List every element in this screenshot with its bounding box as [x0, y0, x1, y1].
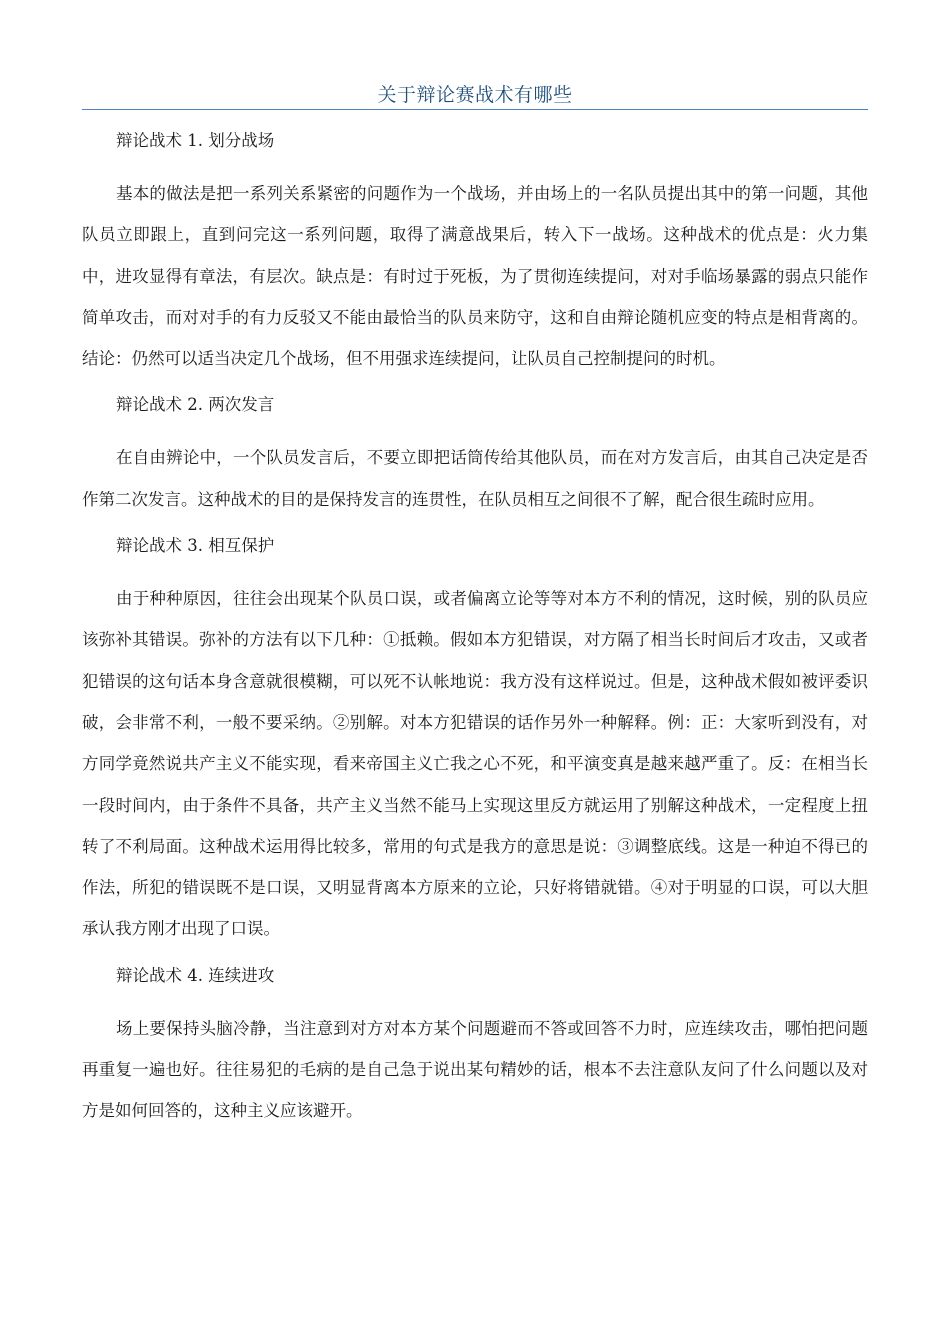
section-paragraph: 由于种种原因，往往会出现某个队员口误，或者偏离立论等等对本方不利的情况，这时候，别的队员应该弥补其错误。弥补的方法有以下几种：①抵赖。假如本方犯错误，对方隔了相当长时间后才攻击，又或者犯错误的这句话本身含意就很模糊，可以死不认帐地说：我方没有这样说过。但是，这种战术假如被评委识破，会非常不利，一般不要采纳。②别解。对本方犯错误的话作另外一种解释。例：正：大家听到没有，对方同学竟然说共产主义不能实现，看来帝国主义亡我之心不死，和平演变真是越来越严重了。反：在相当长一段时间内，由于条件不具备，共产主义当然不能马上实现这里反方就运用了别解这种战术，一定程度上扭转了不利局面。这种战术运用得比较多，常用的句式是我方的意思是说：③调整底线。这是一种迫不得已的作法，所犯的错误既不是口误，又明显背离本方原来的立论，只好将错就错。④对于明显的口误，可以大胆承认我方刚才出现了口误。 — [82, 589, 868, 939]
title-underline — [82, 109, 868, 110]
section-paragraph: 在自由辨论中，一个队员发言后，不要立即把话筒传给其他队员，而在对方发言后，由其自己决定是否作第二次发言。这种战术的目的是保持发言的连贯性，在队员相互之间很不了解，配合很生疏时应用。 — [82, 448, 868, 509]
section-heading: 辩论战术 2. 两次发言 — [116, 395, 275, 415]
section-mutual-protection — [82, 532, 868, 950]
section-divide-battlefield — [82, 127, 868, 379]
section-continuous-attack — [82, 962, 868, 1132]
document-page — [82, 0, 868, 1132]
section-paragraph: 基本的做法是把一系列关系紧密的问题作为一个战场，并由场上的一名队员提出其中的第一问题，其他队员立即跟上，直到问完这一系列问题，取得了满意战果后，转入下一战场。这种战术的优点是：火力集中，进攻显得有章法，有层次。缺点是：有时过于死板，为了贯彻连续提问，对对手临场暴露的弱点只能作简单攻击，而对对手的有力反驳又不能由最恰当的队员来防守，这和自由辩论随机应变的特点是相背离的。结论：仍然可以适当决定几个战场，但不用强求连续提问，让队员自己控制提问的时机。 — [82, 184, 868, 369]
section-speak-twice — [82, 391, 868, 520]
document-title: 关于辩论赛战术有哪些 — [377, 84, 573, 106]
section-paragraph: 场上要保持头脑冷静，当注意到对方对本方某个问题避而不答或回答不力时，应连续攻击，哪怕把问题再重复一遍也好。往往易犯的毛病的是自己急于说出某句精妙的话，根本不去注意队友问了什么问题以及对方是如何回答的，这种主义应该避开。 — [82, 1018, 868, 1121]
section-heading: 辩论战术 3. 相互保护 — [116, 536, 275, 556]
section-heading: 辩论战术 1. 划分战场 — [116, 131, 275, 150]
section-heading: 辩论战术 4. 连续进攻 — [116, 965, 275, 985]
